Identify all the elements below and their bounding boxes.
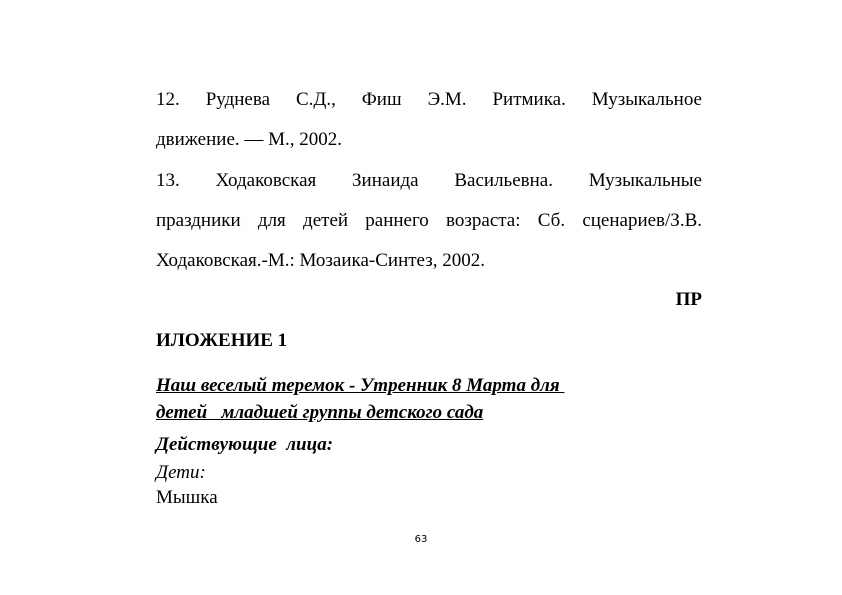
scenario-title-line-1: Наш веселый теремок - Утренник 8 Марта для: [156, 375, 565, 396]
page-number: 63: [414, 534, 428, 545]
appendix-heading-part-1: ПР: [675, 289, 702, 310]
reference-12-line-2: движение. — М., 2002.: [156, 129, 343, 150]
appendix-heading-part-2: ИЛОЖЕНИЕ 1: [156, 330, 288, 351]
reference-13-line-1: 13. Ходаковская Зинаида Васильевна. Музыкальные: [156, 170, 702, 191]
children-heading: Дети:: [156, 462, 206, 483]
character-mouse: Мышка: [156, 487, 218, 508]
scenario-title-line-2: детей младшей группы детского сада: [156, 402, 484, 423]
reference-13-line-3: Ходаковская.-М.: Мозаика-Синтез, 2002.: [156, 250, 485, 271]
characters-heading: Действующие лица:: [156, 434, 334, 455]
reference-13-line-2: праздники для детей раннего возраста: Сб. сценариев/З.В.: [156, 210, 702, 231]
reference-12-line-1: 12. Руднева С.Д., Фиш Э.М. Ритмика. Музыкальное: [156, 89, 702, 110]
